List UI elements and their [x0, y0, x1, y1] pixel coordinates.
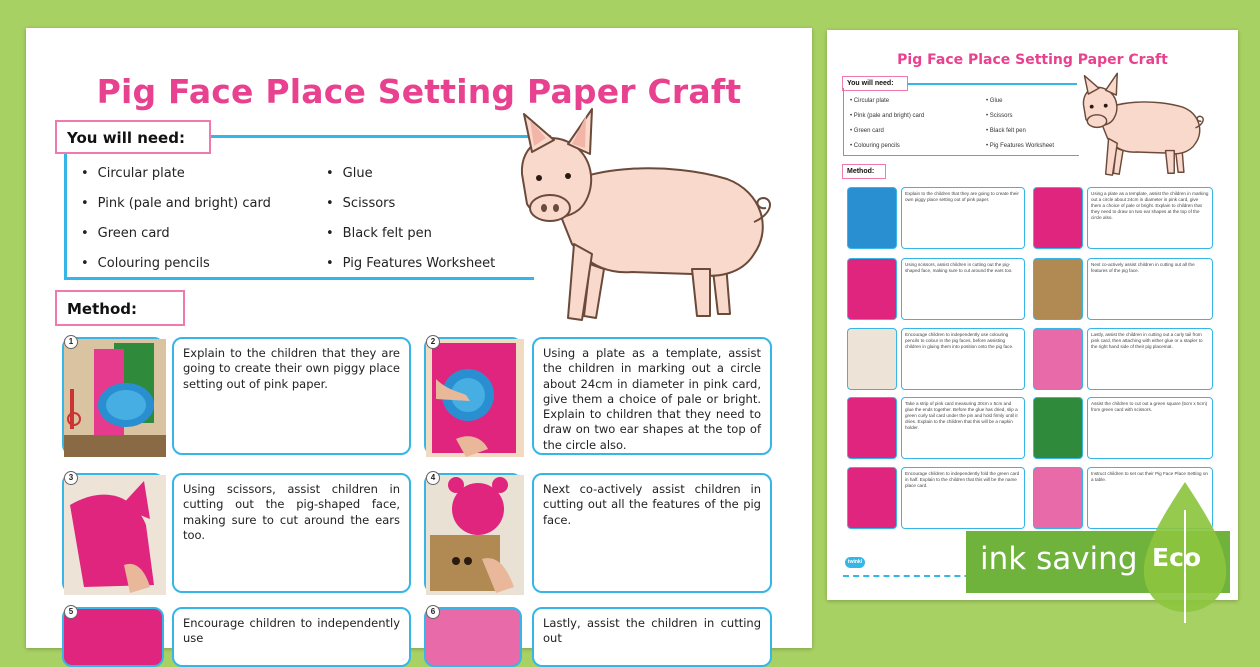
- divider-line: [907, 83, 1077, 85]
- need-item: • Pink (pale and bright) card: [81, 196, 271, 211]
- step-text: Encourage children to independently use colouring pencils to colour in the pig faces, before assisting children in gluing them into position onto the pig face.: [901, 328, 1025, 390]
- step-text: Assist the children to cut out a green square (5cm x 5cm) from green card with scissors.: [1087, 397, 1213, 459]
- need-item: • Circular plate: [850, 98, 889, 104]
- step-text: Take a strip of pink card measuring 30cm x 5cm and glue the ends together. Before the glue has dried, slip a green curly tail card under the pin and hold firmly until it dries. Explain to the children that this will be a napkin holder.: [901, 397, 1025, 459]
- need-item: • Glue: [986, 98, 1002, 104]
- need-item: • Pig Features Worksheet: [986, 143, 1054, 149]
- step-number: 6: [426, 605, 440, 619]
- need-item: • Black felt pen: [986, 128, 1026, 134]
- method-label: Method:: [55, 290, 185, 326]
- step-text: Next co-actively assist children in cutting out all the features of the pig face.: [1087, 258, 1213, 320]
- step-text: Encourage children to independently fold the green card in half. Explain to the children that this will be the name place card.: [901, 467, 1025, 529]
- step-photo: [847, 397, 897, 459]
- needs-list: [64, 154, 534, 280]
- step-text: Next co-actively assist children in cutting out all the features of the pig face.: [532, 473, 772, 593]
- step-photo: [847, 467, 897, 529]
- step-text: Lastly, assist the children in cutting out a curly tail from pink card, then attaching with either glue or a stapler to the right hand side of their pig placemat.: [1087, 328, 1213, 390]
- need-item: • Black felt pen: [326, 226, 432, 241]
- step-text: Explain to the children that they are going to create their own piggy place setting out of pink paper.: [901, 187, 1025, 249]
- eco-label: Eco: [1152, 543, 1202, 572]
- step-photo: [62, 607, 164, 667]
- need-item: • Scissors: [986, 113, 1012, 119]
- step-text: Using a plate as a template, assist the children in marking out a circle about 24cm in diameter in pink card, give them a choice of pale or bright. Explain to children that they need to draw on two ear shapes at the top of the circle also.: [1087, 187, 1213, 249]
- need-item: • Circular plate: [81, 166, 185, 181]
- need-item: • Scissors: [326, 196, 395, 211]
- step-number: 5: [64, 605, 78, 619]
- step-photo: [62, 337, 164, 455]
- need-item: • Green card: [850, 128, 884, 134]
- step-number: 3: [64, 471, 78, 485]
- step-photo: [62, 473, 164, 593]
- step-text: Encourage children to independently use: [172, 607, 411, 667]
- step-text: Instruct children to set out their Pig Face Place Setting on a table.: [1087, 467, 1213, 529]
- need-item: • Pink (pale and bright) card: [850, 113, 924, 119]
- worksheet-preview-large: [26, 28, 812, 648]
- need-item: • Pig Features Worksheet: [326, 256, 495, 271]
- ink-saving-label: ink saving: [980, 541, 1138, 577]
- step-photo: [1033, 467, 1083, 529]
- step-text: Using scissors, assist children in cutting out the pig-shaped face, making sure to cut around the ears too.: [172, 473, 411, 593]
- small-you-will-need-label: You will need:: [842, 76, 908, 91]
- step-photo: [847, 187, 897, 249]
- step-photo: [1033, 187, 1083, 249]
- step-number: 4: [426, 471, 440, 485]
- twinkl-logo: twinkl: [845, 557, 865, 568]
- step-number: 1: [64, 335, 78, 349]
- need-item: • Glue: [326, 166, 373, 181]
- step-text: Lastly, assist the children in cutting out: [532, 607, 772, 667]
- small-needs-list: [843, 88, 1079, 156]
- step-photo: [1033, 258, 1083, 320]
- step-photo: [847, 258, 897, 320]
- step-text: Explain to the children that they are going to create their own piggy place setting out of pink paper.: [172, 337, 411, 455]
- step-number: 2: [426, 335, 440, 349]
- page-title: Pig Face Place Setting Paper Craft: [96, 72, 742, 111]
- step-text: Using a plate as a template, assist the children in marking out a circle about 24cm in diameter in pink card, give them a choice of pale or bright. Explain to children that they need to draw on two ear shapes at the top of the circle also.: [532, 337, 772, 455]
- need-item: • Colouring pencils: [850, 143, 900, 149]
- step-photo: [1033, 328, 1083, 390]
- you-will-need-label: You will need:: [55, 120, 211, 154]
- small-page-title: Pig Face Place Setting Paper Craft: [897, 52, 1168, 68]
- pig-illustration-small: [1069, 68, 1209, 180]
- need-item: • Colouring pencils: [81, 256, 210, 271]
- step-photo: [1033, 397, 1083, 459]
- pig-illustration: [492, 104, 782, 324]
- step-text: Using scissors, assist children in cutting out the pig-shaped face, making sure to cut around the ears too.: [901, 258, 1025, 320]
- step-photo: [847, 328, 897, 390]
- small-method-label: Method:: [842, 164, 886, 179]
- need-item: • Green card: [81, 226, 170, 241]
- step-photo: [424, 473, 522, 593]
- step-photo: [424, 337, 522, 455]
